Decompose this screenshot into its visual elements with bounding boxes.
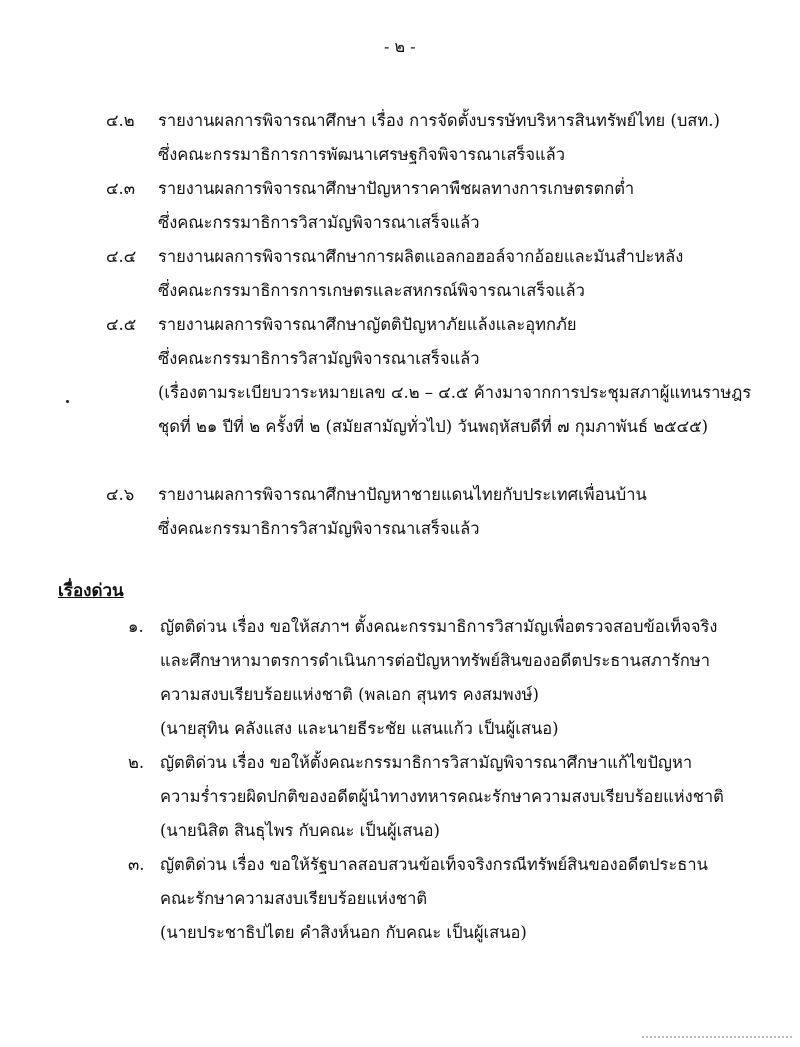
item-number: ๔.๒ bbox=[106, 111, 135, 130]
scan-speck bbox=[66, 400, 69, 403]
item-title: รายงานผลการพิจารณาศึกษาการผลิตแอลกอฮอล์จากอ้อยและมันสำปะหลัง bbox=[158, 247, 684, 266]
item-number: ๔.๓ bbox=[106, 179, 136, 198]
item-committee: ซึ่งคณะกรรมาธิการการเกษตรและสหกรณ์พิจารณาเสร็จแล้ว bbox=[158, 281, 585, 300]
urgent-line: และศึกษาหามาตรการดำเนินการต่อปัญหาทรัพย์สินของอดีตประธานสภารักษา bbox=[160, 651, 711, 670]
item-committee: ซึ่งคณะกรรมาธิการวิสามัญพิจารณาเสร็จแล้ว bbox=[158, 213, 480, 232]
item-number: ๔.๔ bbox=[106, 247, 137, 266]
scan-artifact bbox=[642, 1036, 792, 1038]
urgent-line: คณะรักษาความสงบเรียบร้อยแห่งชาติ bbox=[160, 889, 428, 908]
item-number: ๔.๕ bbox=[106, 315, 137, 334]
item-title: รายงานผลการพิจารณาศึกษา เรื่อง การจัดตั้งบรรษัทบริหารสินทรัพย์ไทย (บสท.) bbox=[158, 111, 720, 130]
agenda-note: (เรื่องตามระเบียบวาระหมายเลข ๔.๒ – ๔.๕ ค้างมาจากการประชุมสภาผู้แทนราษฎร bbox=[158, 383, 752, 402]
agenda-note: ชุดที่ ๒๑ ปีที่ ๒ ครั้งที่ ๒ (สมัยสามัญทั่วไป) วันพฤหัสบดีที่ ๗ กุมภาพันธ์ ๒๕๔๕) bbox=[158, 417, 709, 436]
item-number: ๔.๖ bbox=[106, 485, 135, 504]
page-number: - ๒ - bbox=[384, 37, 416, 56]
item-committee: ซึ่งคณะกรรมาธิการวิสามัญพิจารณาเสร็จแล้ว bbox=[158, 349, 480, 368]
urgent-line: ความร่ำรวยผิดปกติของอดีตผู้นำทางทหารคณะรักษาความสงบเรียบร้อยแห่งชาติ bbox=[160, 787, 724, 806]
urgent-line: ญัตติด่วน เรื่อง ขอให้รัฐบาลสอบสวนข้อเท็จจริงกรณีทรัพย์สินของอดีตประธาน bbox=[160, 855, 708, 874]
urgent-proposer: (นายประชาธิปไตย คำสิงห์นอก กับคณะ เป็นผู้เสนอ) bbox=[160, 923, 527, 942]
urgent-proposer: (นายสุทิน คลังแสง และนายธีระชัย แสนแก้ว เป็นผู้เสนอ) bbox=[160, 719, 559, 738]
urgent-line: ความสงบเรียบร้อยแห่งชาติ (พลเอก สุนทร คงสมพงษ์) bbox=[160, 685, 539, 704]
urgent-heading: เรื่องด่วน bbox=[58, 581, 124, 601]
item-title: รายงานผลการพิจารณาศึกษาญัตติปัญหาภัยแล้งและอุทกภัย bbox=[158, 315, 577, 334]
item-committee: ซึ่งคณะกรรมาธิการการพัฒนาเศรษฐกิจพิจารณาเสร็จแล้ว bbox=[158, 145, 566, 164]
item-committee: ซึ่งคณะกรรมาธิการวิสามัญพิจารณาเสร็จแล้ว bbox=[158, 519, 480, 538]
item-title: รายงานผลการพิจารณาศึกษาปัญหาชายแดนไทยกับประเทศเพื่อนบ้าน bbox=[158, 485, 647, 504]
urgent-number: ๒. bbox=[128, 753, 145, 772]
urgent-number: ๑. bbox=[128, 617, 144, 636]
item-title: รายงานผลการพิจารณาศึกษาปัญหาราคาพืชผลทางการเกษตรตกต่ำ bbox=[158, 179, 635, 198]
urgent-proposer: (นายนิสิต สินธุไพร กับคณะ เป็นผู้เสนอ) bbox=[160, 821, 440, 840]
urgent-line: ญัตติด่วน เรื่อง ขอให้ตั้งคณะกรรมาธิการวิสามัญพิจารณาศึกษาแก้ไขปัญหา bbox=[160, 753, 693, 772]
urgent-line: ญัตติด่วน เรื่อง ขอให้สภาฯ ตั้งคณะกรรมาธิการวิสามัญเพื่อตรวจสอบข้อเท็จจริง bbox=[160, 617, 718, 636]
urgent-number: ๓. bbox=[128, 855, 145, 874]
